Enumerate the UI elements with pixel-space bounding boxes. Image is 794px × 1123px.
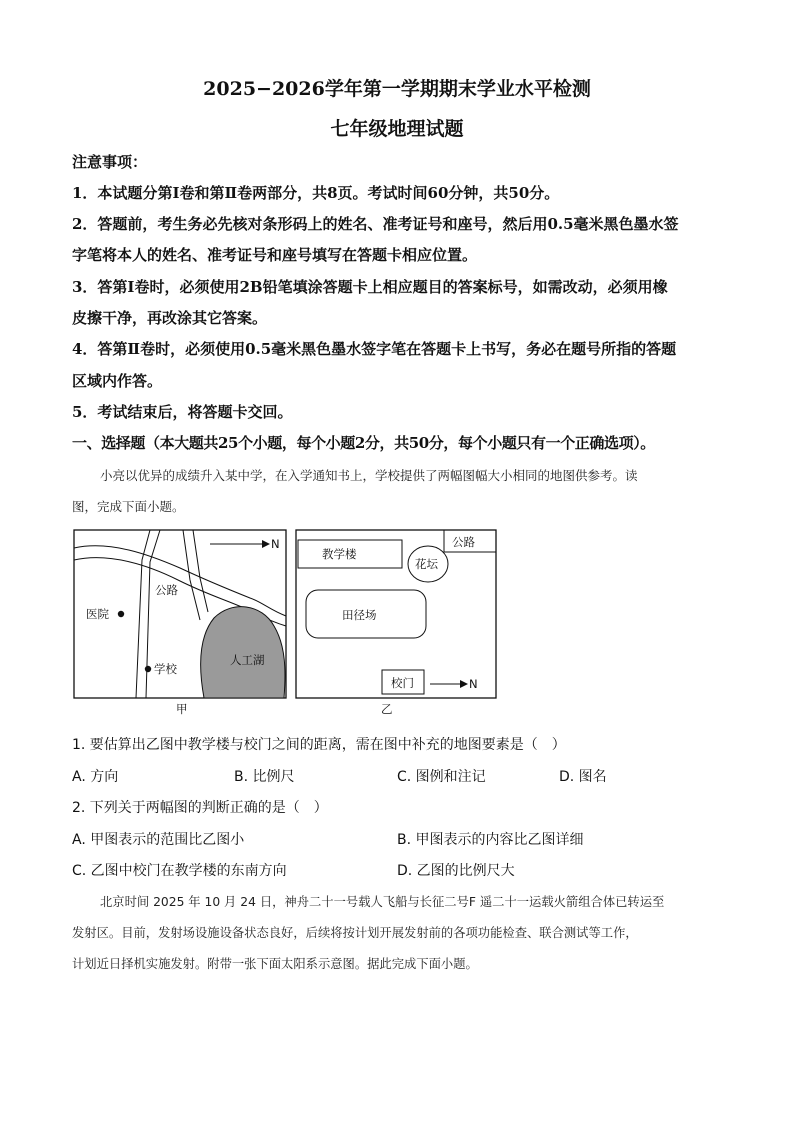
notice-line: 皮擦干净，再改涂其它答案。 (72, 309, 268, 327)
north-label: N (271, 537, 280, 551)
page-subtitle: 七年级地理试题 (330, 118, 464, 140)
passage-text: 计划近日择机实施发射。附带一张下面太阳系示意图。据此完成下面小题。 (72, 957, 478, 971)
track-label: 田径场 (342, 608, 377, 622)
option-a[interactable]: A. 方向 (72, 769, 119, 785)
passage-text: 北京时间 2025 年 10 月 24 日，神舟二十一号载人飞船与长征二号F 遥二十一运载火箭组合体已转运至 (100, 895, 665, 909)
question-stem: 2. 下列关于两幅图的判断正确的是（ ） (72, 800, 328, 816)
lake-label: 人工湖 (230, 653, 265, 667)
notice-line: 区域内作答。 (72, 372, 163, 390)
map-yi-caption: 乙 (381, 702, 393, 716)
notice-line: 字笔将本人的姓名、准考证号和座号填写在答题卡相应位置。 (72, 246, 478, 264)
map-jia (74, 530, 286, 698)
intro-text: 小亮以优异的成绩升入某中学，在入学通知书上，学校提供了两幅图幅大小相同的地图供参考。读 (100, 468, 638, 483)
section-heading: 一、选择题（本大题共25个小题，每个小题2分，共50分，每个小题只有一个正确选项）。 (72, 434, 655, 452)
intro-text: 图，完成下面小题。 (72, 499, 185, 514)
option-c[interactable]: C. 乙图中校门在教学楼的东南方向 (72, 863, 287, 879)
hospital-label: 医院 (86, 607, 109, 621)
road-label: 公路 (452, 535, 475, 549)
building-label: 教学楼 (322, 547, 357, 561)
map-jia-caption: 甲 (176, 702, 188, 716)
map-yi (296, 530, 496, 698)
notice-line: 2．答题前，考生务必先核对条形码上的姓名、准考证号和座号，然后用0.5毫米黑色墨水签 (72, 215, 679, 233)
flowerbed-label: 花坛 (415, 557, 438, 571)
passage-text: 发射区。目前，发射场设施设备状态良好，后续将按计划开展发射前的各项功能检查、联合测试等工作， (72, 926, 638, 940)
page-title: 2025−2026学年第一学期期末学业水平检测 (203, 78, 591, 100)
notice-line: 3．答第Ⅰ卷时，必须使用2B铅笔填涂答题卡上相应题目的答案标号，如需改动，必须用橡 (72, 278, 668, 296)
gate-label: 校门 (391, 676, 414, 690)
north-label: N (469, 677, 478, 691)
school-label: 学校 (154, 662, 177, 676)
notice-line: 5．考试结束后，将答题卡交回。 (72, 403, 293, 421)
option-d[interactable]: D. 图名 (559, 769, 607, 785)
option-b[interactable]: B. 比例尺 (234, 769, 295, 785)
hospital-dot (118, 611, 124, 617)
notice-line: 4．答第Ⅱ卷时，必须使用0.5毫米黑色墨水签字笔在答题卡上书写，务必在题号所指的答题 (72, 340, 677, 358)
option-a[interactable]: A. 甲图表示的范围比乙图小 (72, 832, 245, 848)
option-d[interactable]: D. 乙图的比例尺大 (397, 863, 515, 879)
school-dot (145, 666, 151, 672)
notice-heading: 注意事项： (72, 153, 148, 171)
notice-line: 1．本试题分第Ⅰ卷和第Ⅱ卷两部分，共8页。考试时间60分钟，共50分。 (72, 184, 560, 202)
option-c[interactable]: C. 图例和注记 (397, 769, 486, 785)
option-b[interactable]: B. 甲图表示的内容比乙图详细 (397, 832, 584, 848)
road-label: 公路 (155, 583, 178, 597)
question-stem: 1. 要估算出乙图中教学楼与校门之间的距离，需在图中补充的地图要素是（ ） (72, 737, 566, 753)
